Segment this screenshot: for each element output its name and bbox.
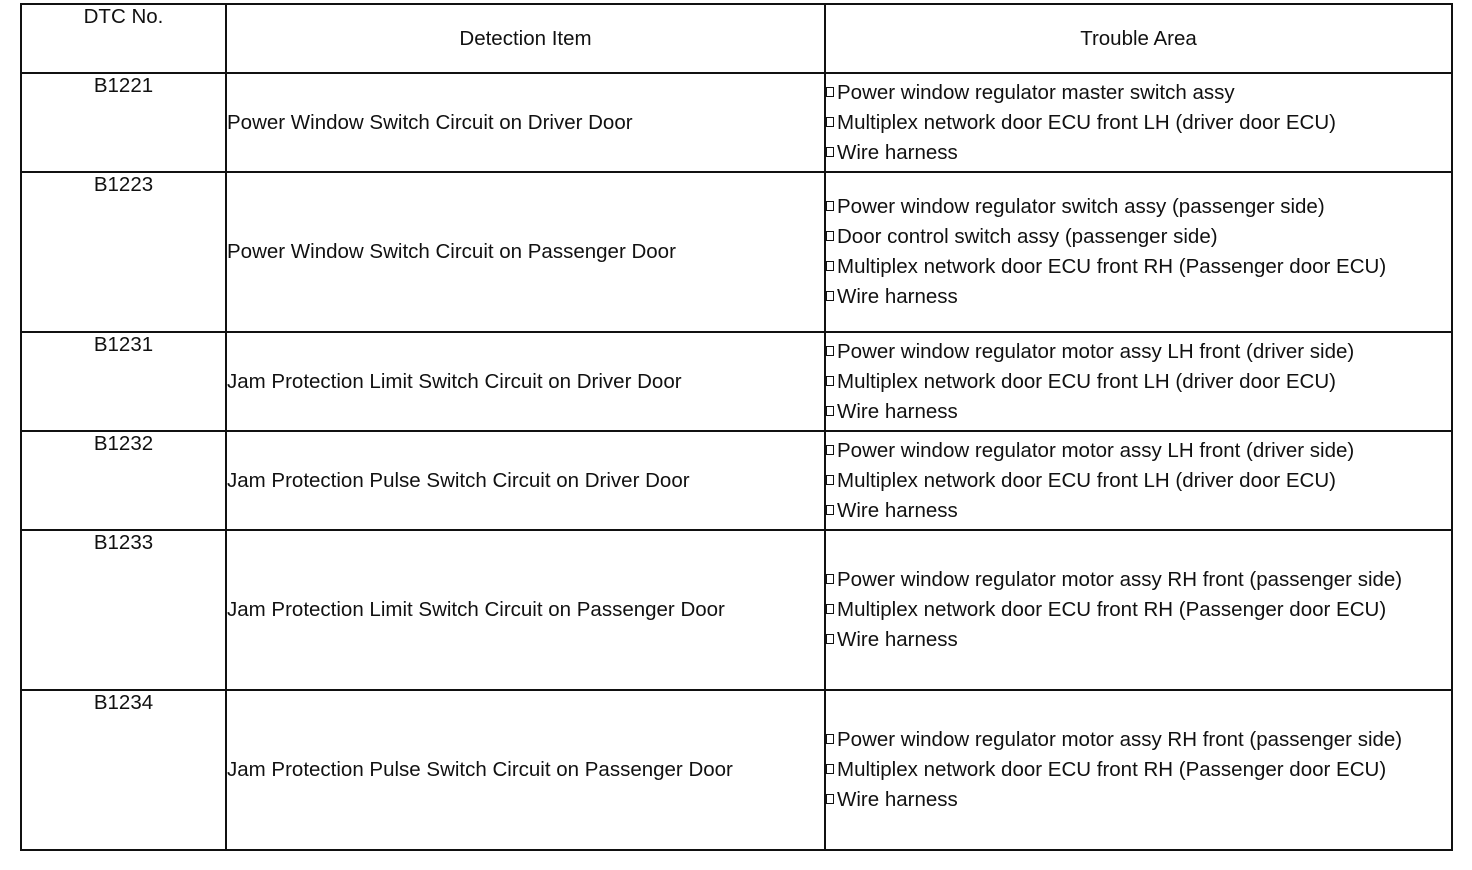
header-trouble-area: Trouble Area [825,4,1452,73]
list-item [826,725,1451,755]
detection-item: Power Window Switch Circuit on Passenger Door [226,172,825,332]
trouble-area-cell [825,431,1452,530]
detection-item: Jam Protection Limit Switch Circuit on Passenger Door [226,530,825,690]
trouble-area-text: Wire harness [837,498,958,522]
table-row [21,431,1452,530]
trouble-area-text: Multiplex network door ECU front RH (Passenger door ECU) [837,255,1387,278]
list-item [826,192,1451,222]
list-item [826,755,1451,785]
trouble-area-text: Multiplex network door ECU front RH (Passenger door ECU) [837,758,1387,781]
checkbox-square-icon [826,376,834,386]
list-item [826,282,1451,312]
trouble-area-text: Wire harness [837,285,958,308]
checkbox-square-icon [826,261,834,271]
table-row [21,332,1452,431]
trouble-area-text: Power window regulator motor assy RH front (passenger side) [837,728,1403,751]
trouble-area-list [826,565,1451,655]
detection-item: Jam Protection Limit Switch Circuit on Driver Door [226,332,825,431]
list-item [826,785,1451,815]
list-item [826,252,1451,282]
list-item [826,78,1451,108]
checkbox-square-icon [826,87,834,97]
table-body [21,73,1452,850]
dtc-code: B1223 [21,172,226,332]
trouble-area-list [826,78,1451,168]
list-item [826,625,1451,655]
trouble-area-list [826,192,1451,312]
trouble-area-text: Multiplex network door ECU front LH (driver door ECU) [837,468,1336,492]
checkbox-square-icon [826,201,834,211]
checkbox-square-icon [826,794,834,804]
header-detection-item: Detection Item [226,4,825,73]
detection-item: Power Window Switch Circuit on Driver Door [226,73,825,172]
table-row [21,530,1452,690]
list-item [826,367,1451,397]
trouble-area-text: Wire harness [837,140,958,164]
header-dtc-no: DTC No. [21,4,226,73]
trouble-area-text: Door control switch assy (passenger side) [837,225,1218,248]
checkbox-square-icon [826,604,834,614]
trouble-area-cell [825,690,1452,850]
trouble-area-list [826,337,1451,427]
checkbox-square-icon [826,505,834,515]
dtc-table [20,3,1453,851]
trouble-area-list [826,436,1451,526]
trouble-area-text: Multiplex network door ECU front LH (driver door ECU) [837,110,1336,134]
checkbox-square-icon [826,764,834,774]
trouble-area-list [826,725,1451,815]
checkbox-square-icon [826,231,834,241]
list-item [826,138,1451,168]
trouble-area-text: Power window regulator motor assy LH front (driver side) [837,339,1355,363]
checkbox-square-icon [826,634,834,644]
list-item [826,466,1451,496]
list-item [826,108,1451,138]
dtc-code: B1221 [21,73,226,172]
checkbox-square-icon [826,346,834,356]
trouble-area-cell [825,172,1452,332]
header-row [21,4,1452,73]
list-item [826,496,1451,526]
list-item [826,397,1451,427]
table-row [21,73,1452,172]
trouble-area-text: Wire harness [837,399,958,423]
list-item [826,565,1451,595]
trouble-area-text: Wire harness [837,628,958,651]
list-item [826,436,1451,466]
dtc-code: B1233 [21,530,226,690]
trouble-area-cell [825,332,1452,431]
checkbox-square-icon [826,574,834,584]
checkbox-square-icon [826,117,834,127]
table-row [21,172,1452,332]
dtc-code: B1234 [21,690,226,850]
checkbox-square-icon [826,291,834,301]
checkbox-square-icon [826,734,834,744]
trouble-area-cell [825,73,1452,172]
detection-item: Jam Protection Pulse Switch Circuit on Passenger Door [226,690,825,850]
dtc-code: B1232 [21,431,226,530]
trouble-area-text: Multiplex network door ECU front RH (Passenger door ECU) [837,598,1387,621]
trouble-area-text: Power window regulator master switch assy [837,80,1235,104]
trouble-area-text: Power window regulator switch assy (passenger side) [837,195,1325,218]
checkbox-square-icon [826,406,834,416]
list-item [826,595,1451,625]
trouble-area-text: Power window regulator motor assy RH front (passenger side) [837,568,1403,591]
checkbox-square-icon [826,445,834,455]
trouble-area-text: Wire harness [837,788,958,811]
trouble-area-text: Power window regulator motor assy LH front (driver side) [837,438,1355,462]
trouble-area-cell [825,530,1452,690]
checkbox-square-icon [826,475,834,485]
detection-item: Jam Protection Pulse Switch Circuit on Driver Door [226,431,825,530]
list-item [826,337,1451,367]
dtc-code: B1231 [21,332,226,431]
list-item [826,222,1451,252]
table-row [21,690,1452,850]
trouble-area-text: Multiplex network door ECU front LH (driver door ECU) [837,369,1336,393]
checkbox-square-icon [826,147,834,157]
